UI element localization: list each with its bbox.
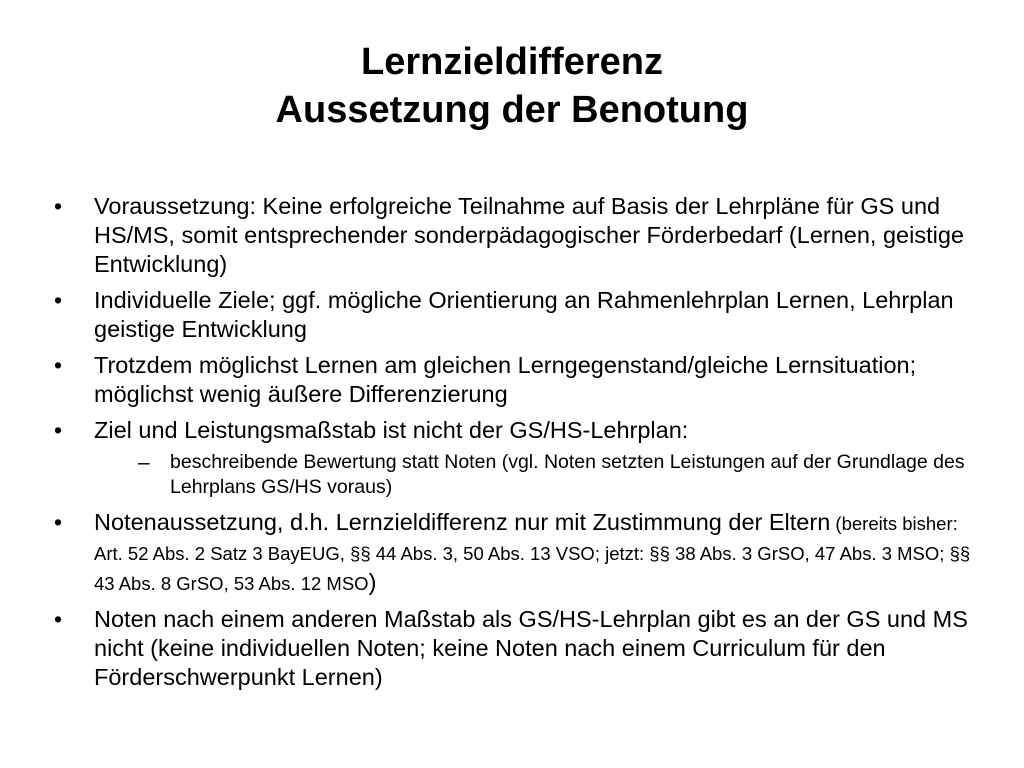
title-line-1: Lernzieldifferenz bbox=[361, 41, 663, 83]
list-item bbox=[52, 192, 982, 279]
bullet-list bbox=[52, 192, 982, 699]
list-item bbox=[52, 605, 982, 692]
title-line-2: Aussetzung der Benotung bbox=[275, 89, 749, 131]
list-item bbox=[52, 508, 982, 598]
bullet-text: Noten nach einem anderen Maßstab als GS/HS-Lehrplan gibt es an der GS und MS nicht (keine individuellen Noten; keine Noten nach einem Curriculum für den Förderschwerpunkt Lernen) bbox=[94, 606, 968, 690]
list-item bbox=[52, 351, 982, 409]
bullet-text: Individuelle Ziele; ggf. mögliche Orientierung an Rahmenlehrplan Lernen, Lehrplan geistige Entwicklung bbox=[94, 287, 954, 342]
closing-paren: ) bbox=[368, 569, 377, 595]
legal-reference-text: (bereits bisher: Art. 52 Abs. 2 Satz 3 BayEUG, §§ 44 Abs. 3, 50 Abs. 13 VSO; jetzt: §§ 38 Abs. 3 GrSO, 47 Abs. 3 MSO; §§ 43 Abs. 8 GrSO, 53 Abs. 12 MSO bbox=[94, 513, 971, 594]
bullet-icon: • bbox=[54, 287, 63, 313]
slide-title bbox=[60, 38, 964, 134]
bullet-text: Voraussetzung: Keine erfolgreiche Teilnahme auf Basis der Lehrpläne für GS und HS/MS, somit entsprechender sonderpädagogischer Förderbedarf (Lernen, geistige Entwicklung) bbox=[94, 193, 964, 277]
bullet-icon: • bbox=[54, 193, 63, 219]
list-item bbox=[52, 416, 982, 445]
bullet-icon: • bbox=[54, 509, 63, 535]
bullet-icon: • bbox=[54, 352, 63, 378]
bullet-text: Notenaussetzung, d.h. Lernzieldifferenz nur mit Zustimmung der Eltern bbox=[94, 509, 831, 535]
list-item bbox=[52, 286, 982, 344]
bullet-icon: • bbox=[54, 606, 63, 632]
sub-bullet-text: beschreibende Bewertung statt Noten (vgl. Noten setzten Leistungen auf der Grundlage des Lehrplans GS/HS voraus) bbox=[170, 451, 965, 498]
bullet-icon: • bbox=[54, 417, 63, 443]
bullet-text: Trotzdem möglichst Lernen am gleichen Lerngegenstand/gleiche Lernsituation; möglichst wenig äußere Differenzierung bbox=[94, 352, 917, 407]
sub-list-item bbox=[138, 450, 982, 500]
dash-icon: – bbox=[138, 451, 150, 474]
bullet-text: Ziel und Leistungsmaßstab ist nicht der GS/HS-Lehrplan: bbox=[94, 417, 689, 443]
